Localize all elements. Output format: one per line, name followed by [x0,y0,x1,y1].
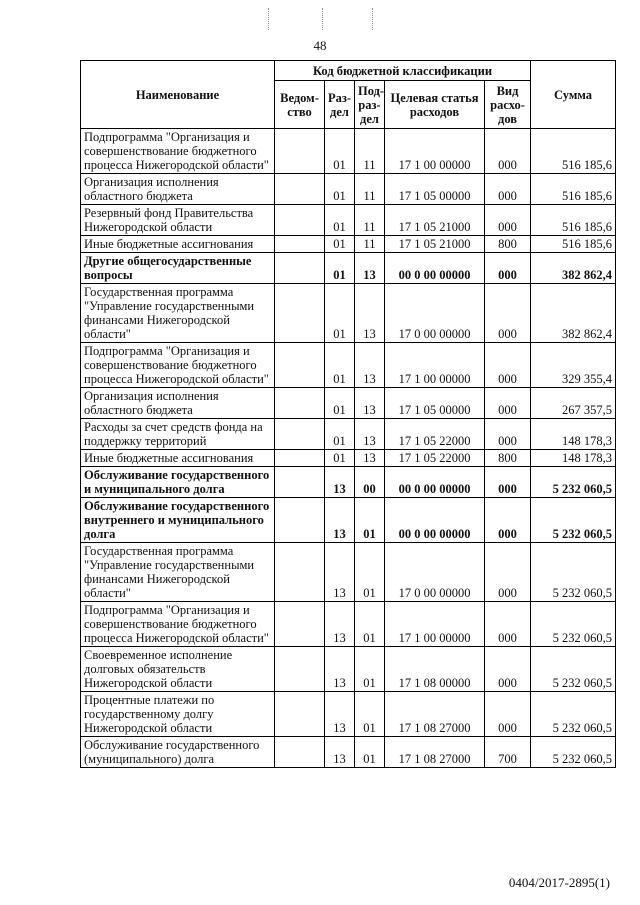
cell-sum: 329 355,4 [531,343,616,388]
cell-expense-type: 000 [485,498,531,543]
cell-sum: 148 178,3 [531,450,616,467]
cell-razdel: 01 [325,419,355,450]
header-razdel: Раз-дел [325,81,355,129]
scan-artifact [372,8,374,30]
scan-artifact [268,8,270,30]
cell-podrazdel: 01 [355,692,385,737]
cell-podrazdel: 13 [355,419,385,450]
cell-target-article: 17 1 00 00000 [385,129,485,174]
table-row [81,467,616,498]
cell-podrazdel: 13 [355,253,385,284]
cell-vedomstvo [275,692,325,737]
cell-target-article: 17 1 05 22000 [385,450,485,467]
cell-razdel: 13 [325,737,355,768]
cell-expense-type: 000 [485,343,531,388]
table-row [81,543,616,602]
cell-expense-type: 000 [485,284,531,343]
cell-vedomstvo [275,419,325,450]
cell-podrazdel: 11 [355,174,385,205]
cell-name: Обслуживание государственного внутреннего и муниципального долга [81,498,275,543]
cell-target-article: 17 0 00 00000 [385,284,485,343]
cell-vedomstvo [275,450,325,467]
cell-name: Подпрограмма "Организация и совершенствование бюджетного процесса Нижегородской области" [81,343,275,388]
table-row [81,737,616,768]
cell-expense-type: 000 [485,205,531,236]
cell-target-article: 17 1 00 00000 [385,343,485,388]
cell-name: Подпрограмма "Организация и совершенствование бюджетного процесса Нижегородской области" [81,602,275,647]
cell-sum: 5 232 060,5 [531,543,616,602]
table-row [81,174,616,205]
cell-expense-type: 800 [485,450,531,467]
cell-expense-type: 000 [485,602,531,647]
cell-vedomstvo [275,205,325,236]
cell-expense-type: 000 [485,253,531,284]
cell-podrazdel: 11 [355,205,385,236]
cell-razdel: 13 [325,647,355,692]
cell-target-article: 17 1 08 27000 [385,737,485,768]
cell-razdel: 01 [325,388,355,419]
cell-target-article: 00 0 00 00000 [385,253,485,284]
cell-expense-type: 800 [485,236,531,253]
cell-expense-type: 000 [485,692,531,737]
cell-name: Организация исполнения областного бюджета [81,174,275,205]
cell-razdel: 13 [325,602,355,647]
cell-vedomstvo [275,343,325,388]
cell-name: Государственная программа "Управление государственными финансами Нижегородской области" [81,543,275,602]
cell-vedomstvo [275,647,325,692]
cell-vedomstvo [275,129,325,174]
table-row [81,236,616,253]
cell-target-article: 17 1 05 21000 [385,205,485,236]
header-name: Наименование [81,61,275,129]
cell-name: Расходы за счет средств фонда на поддержку территорий [81,419,275,450]
cell-name: Резервный фонд Правительства Нижегородской области [81,205,275,236]
cell-podrazdel: 13 [355,450,385,467]
cell-sum: 382 862,4 [531,253,616,284]
cell-target-article: 17 1 08 00000 [385,647,485,692]
cell-podrazdel: 01 [355,737,385,768]
cell-razdel: 01 [325,205,355,236]
cell-sum: 516 185,6 [531,129,616,174]
cell-expense-type: 000 [485,647,531,692]
cell-expense-type: 000 [485,174,531,205]
cell-target-article: 17 1 00 00000 [385,602,485,647]
cell-razdel: 13 [325,692,355,737]
table-body [81,129,616,768]
table-row [81,388,616,419]
cell-name: Государственная программа "Управление государственными финансами Нижегородской области" [81,284,275,343]
cell-podrazdel: 13 [355,388,385,419]
table-row [81,284,616,343]
cell-name: Иные бюджетные ассигнования [81,450,275,467]
cell-podrazdel: 13 [355,284,385,343]
cell-vedomstvo [275,253,325,284]
cell-vedomstvo [275,174,325,205]
cell-sum: 5 232 060,5 [531,498,616,543]
cell-vedomstvo [275,388,325,419]
cell-name: Организация исполнения областного бюджета [81,388,275,419]
header-podrazdel: Под-раз-дел [355,81,385,129]
cell-name: Своевременное исполнение долговых обязательств Нижегородской области [81,647,275,692]
cell-sum: 5 232 060,5 [531,692,616,737]
header-vedomstvo: Ведом-ство [275,81,325,129]
header-expense-type: Вид расхо-дов [485,81,531,129]
cell-name: Процентные платежи по государственному долгу Нижегородской области [81,692,275,737]
cell-sum: 5 232 060,5 [531,602,616,647]
header-sum: Сумма [531,61,616,129]
cell-expense-type: 700 [485,737,531,768]
cell-target-article: 17 1 05 21000 [385,236,485,253]
cell-sum: 516 185,6 [531,236,616,253]
budget-classification-table [80,60,616,768]
table-row [81,343,616,388]
document-code: 0404/2017-2895(1) [508,875,610,890]
table-row [81,253,616,284]
cell-sum: 148 178,3 [531,419,616,450]
cell-razdel: 01 [325,174,355,205]
cell-name: Обслуживание государственного (муниципального) долга [81,737,275,768]
cell-razdel: 01 [325,450,355,467]
table-row [81,602,616,647]
cell-sum: 382 862,4 [531,284,616,343]
cell-name: Подпрограмма "Организация и совершенствование бюджетного процесса Нижегородской области" [81,129,275,174]
cell-podrazdel: 01 [355,543,385,602]
cell-sum: 516 185,6 [531,205,616,236]
cell-name: Обслуживание государственного и муниципального долга [81,467,275,498]
cell-vedomstvo [275,236,325,253]
cell-expense-type: 000 [485,129,531,174]
header-classification-group: Код бюджетной классификации [275,61,531,81]
cell-expense-type: 000 [485,419,531,450]
cell-razdel: 01 [325,236,355,253]
cell-razdel: 01 [325,343,355,388]
cell-razdel: 01 [325,284,355,343]
cell-target-article: 17 0 00 00000 [385,543,485,602]
table-row [81,450,616,467]
cell-target-article: 17 1 05 00000 [385,174,485,205]
table-row [81,692,616,737]
cell-razdel: 13 [325,543,355,602]
table-row [81,419,616,450]
cell-target-article: 17 1 08 27000 [385,692,485,737]
cell-target-article: 00 0 00 00000 [385,467,485,498]
table-row [81,129,616,174]
cell-podrazdel: 01 [355,498,385,543]
page-number: 48 [313,38,327,53]
cell-vedomstvo [275,543,325,602]
cell-vedomstvo [275,498,325,543]
scan-artifact [322,8,324,30]
cell-vedomstvo [275,284,325,343]
cell-podrazdel: 01 [355,602,385,647]
cell-vedomstvo [275,737,325,768]
cell-sum: 5 232 060,5 [531,647,616,692]
table-row [81,205,616,236]
cell-razdel: 01 [325,253,355,284]
cell-target-article: 00 0 00 00000 [385,498,485,543]
cell-sum: 267 357,5 [531,388,616,419]
cell-target-article: 17 1 05 00000 [385,388,485,419]
cell-sum: 5 232 060,5 [531,467,616,498]
cell-podrazdel: 00 [355,467,385,498]
cell-razdel: 01 [325,129,355,174]
cell-podrazdel: 11 [355,129,385,174]
cell-expense-type: 000 [485,467,531,498]
cell-expense-type: 000 [485,388,531,419]
cell-vedomstvo [275,467,325,498]
cell-podrazdel: 11 [355,236,385,253]
cell-razdel: 13 [325,498,355,543]
cell-razdel: 13 [325,467,355,498]
cell-name: Иные бюджетные ассигнования [81,236,275,253]
cell-target-article: 17 1 05 22000 [385,419,485,450]
cell-podrazdel: 13 [355,343,385,388]
cell-expense-type: 000 [485,543,531,602]
table-row [81,498,616,543]
cell-podrazdel: 01 [355,647,385,692]
table-row [81,647,616,692]
cell-name: Другие общегосударственные вопросы [81,253,275,284]
cell-sum: 5 232 060,5 [531,737,616,768]
header-target-article: Целевая статья расходов [385,81,485,129]
cell-vedomstvo [275,602,325,647]
cell-sum: 516 185,6 [531,174,616,205]
